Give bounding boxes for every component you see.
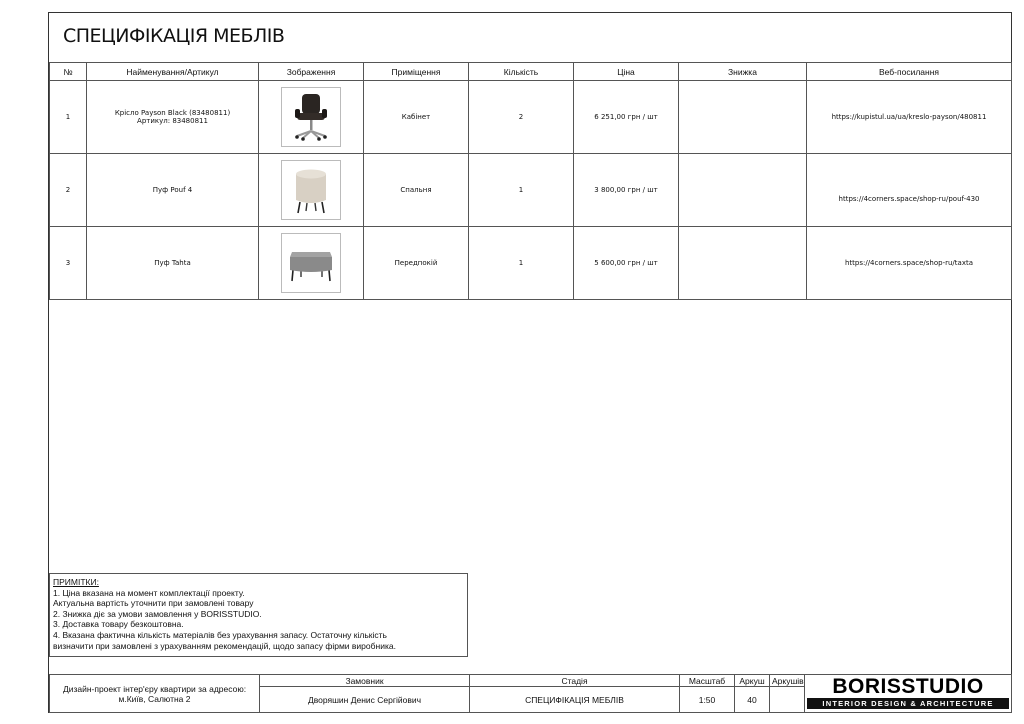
row-number: 2 [50,154,87,227]
scale-value: 1:50 [680,687,735,713]
logo-name: BORISSTUDIO [832,675,984,698]
bench-pouf-image [281,233,341,293]
office-chair-image [281,87,341,147]
web-link[interactable]: https://kupistul.ua/ua/kreslo-payson/480811 [807,81,1012,154]
client-label: Замовник [260,675,470,687]
client-value: Дворяшин Денис Сергійович [260,687,470,713]
room: Кабінет [364,81,469,154]
quantity: 1 [469,227,574,300]
notes-box [49,573,468,657]
note-line: 3. Доставка товару безкоштовна. [53,619,184,630]
sheet-value: 40 [735,687,770,713]
title-block [49,674,1012,713]
row-number: 3 [50,227,87,300]
header-image: Зображення [259,63,364,81]
studio-logo [805,675,1012,713]
header-number: № [50,63,87,81]
product-name [87,81,259,154]
web-link[interactable] [807,154,1012,227]
room: Передпокій [364,227,469,300]
table-row [50,81,1012,154]
round-pouf-icon [285,164,337,216]
note-line: визначити при замовлені з урахуванням рекомендацій, щодо запасу фірми виробника. [53,640,396,651]
product-image-cell [259,154,364,227]
stage-label: Стадія [470,675,680,687]
sheet-label: Аркуш [735,675,770,687]
header-room: Приміщення [364,63,469,81]
logo-tagline: INTERIOR DESIGN & ARCHITECTURE [807,698,1009,709]
table-row [50,154,1012,227]
quantity: 1 [469,154,574,227]
product-title: Пуф Pouf 4 [152,186,193,194]
header-web-link: Веб-посилання [807,63,1012,81]
web-link-text[interactable]: https://4corners.space/shop-ru/pouf-430 [838,195,980,203]
product-image-cell [259,227,364,300]
product-article: Артикул: 83480811 [137,117,208,125]
bench-pouf-icon [285,237,337,289]
discount [679,81,807,154]
notes-heading: ПРИМІТКИ: [53,577,99,587]
sheets-value [770,687,805,713]
product-title: Крісло Payson Black (83480811) [114,109,231,117]
row-number: 1 [50,81,87,154]
office-chair-icon [285,91,337,143]
price: 5 600,00 грн / шт [574,227,679,300]
note-line: 2. Знижка діє за умови замовлення у BORISSTUDIO. [53,608,262,619]
note-line: Актуальна вартість уточнити при замовлені товару [53,598,254,609]
sheets-label: Аркушів [770,675,805,687]
room: Спальня [364,154,469,227]
product-name [87,154,259,227]
round-pouf-image [281,160,341,220]
drawing-sheet [48,12,1012,713]
quantity: 2 [469,81,574,154]
stage-value: СПЕЦИФІКАЦІЯ МЕБЛІВ [470,687,680,713]
header-quantity: Кількість [469,63,574,81]
specification-table [49,62,1012,300]
product-image-cell [259,81,364,154]
note-line: 1. Ціна вказана на момент комплектації проекту. [53,587,245,598]
price: 6 251,00 грн / шт [574,81,679,154]
project-description: Дизайн-проект інтер'єру квартири за адресою: м.Київ, Салютна 2 [50,675,260,713]
scale-label: Масштаб [680,675,735,687]
table-row [50,227,1012,300]
discount [679,227,807,300]
web-link[interactable]: https://4corners.space/shop-ru/taxta [807,227,1012,300]
page-title: СПЕЦИФІКАЦІЯ МЕБЛІВ [63,25,285,47]
product-title: Пуф Tahta [154,259,191,267]
table-header-row [50,63,1012,81]
discount [679,154,807,227]
product-name [87,227,259,300]
note-line: 4. Вказана фактична кількість матеріалів без урахування запасу. Остаточну кількість [53,629,387,640]
header-name: Найменування/Артикул [87,63,259,81]
price: 3 800,00 грн / шт [574,154,679,227]
header-price: Ціна [574,63,679,81]
header-discount: Знижка [679,63,807,81]
